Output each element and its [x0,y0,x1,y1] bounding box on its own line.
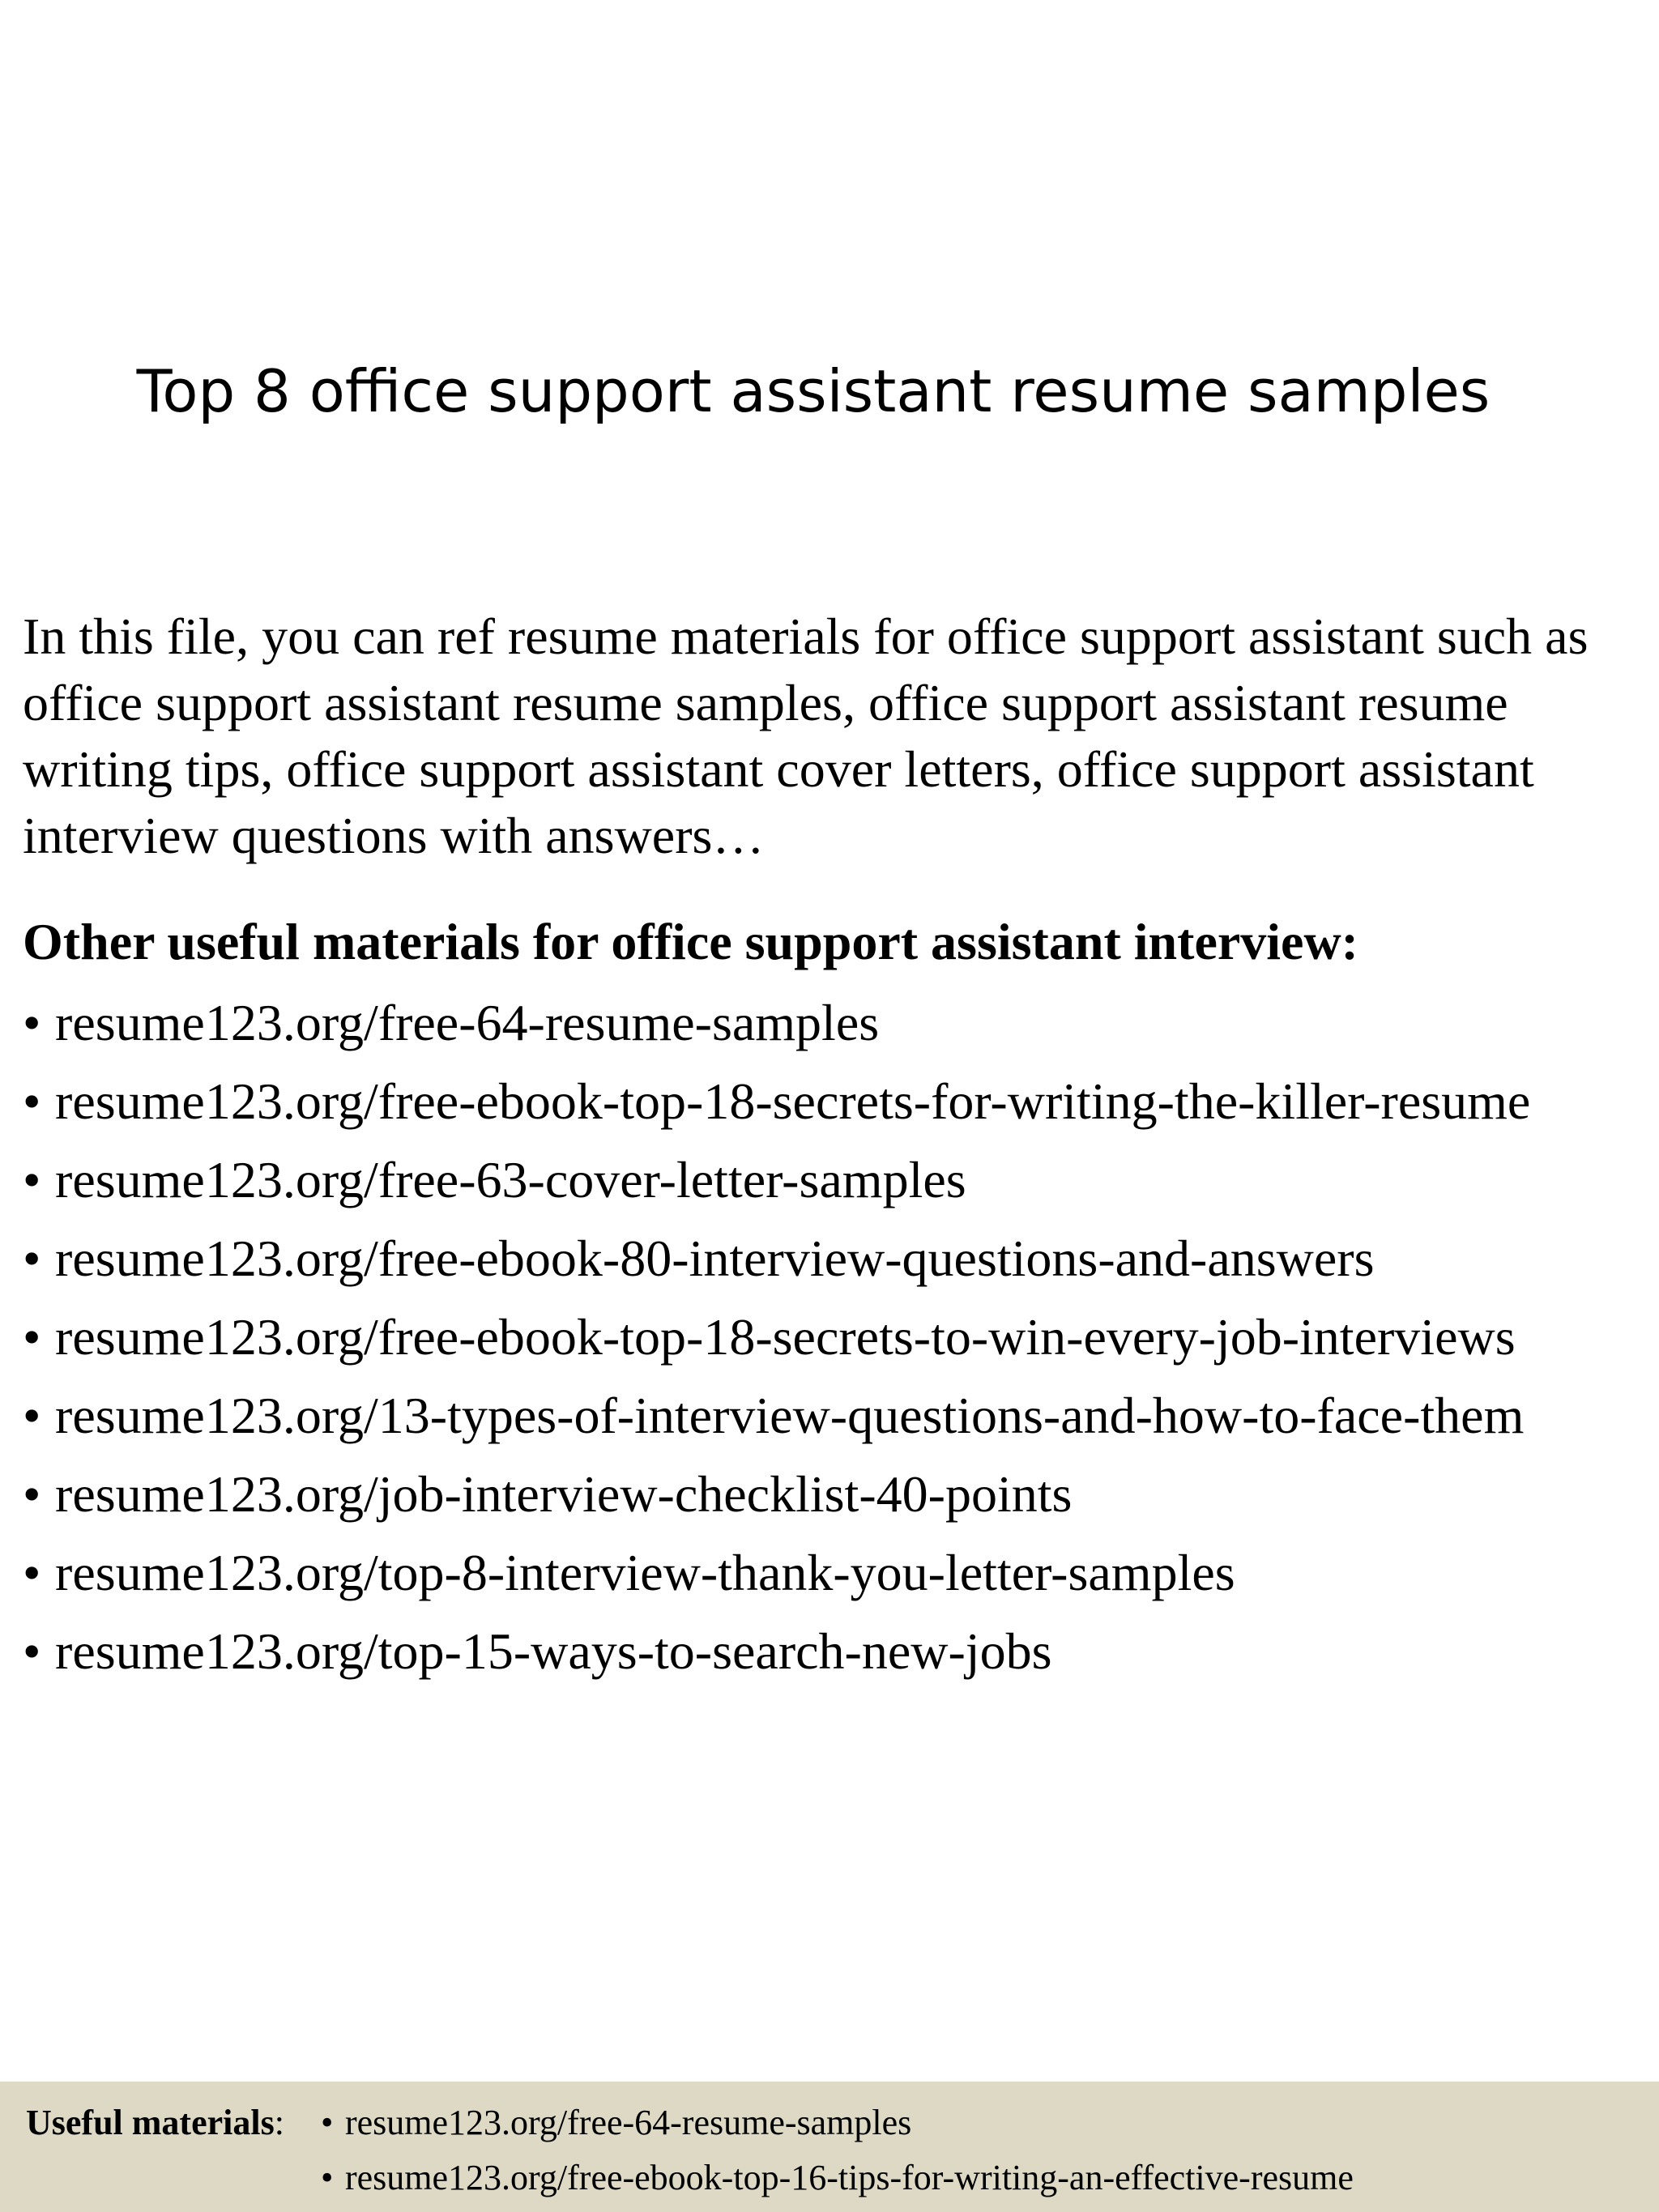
resource-link[interactable]: resume123.org/job-interview-checklist-40-points [55,1465,1073,1523]
bullet-icon: • [321,2158,334,2197]
resource-link[interactable]: resume123.org/top-15-ways-to-search-new-jobs [55,1622,1052,1680]
resource-link[interactable]: resume123.org/free-ebook-80-interview-questions-and-answers [55,1230,1375,1287]
resource-link[interactable]: resume123.org/top-8-interview-thank-you-letter-samples [55,1544,1235,1601]
footer-label-separator: : [274,2103,284,2142]
list-item [23,1458,1530,1536]
resource-link[interactable]: resume123.org/13-types-of-interview-questions-and-how-to-face-them [55,1387,1525,1444]
resource-link[interactable]: resume123.org/free-ebook-top-18-secrets-for-writing-the-killer-resume [55,1072,1531,1130]
list-item [321,2153,1354,2208]
bullet-icon: • [23,1230,41,1287]
bullet-icon: • [23,1151,41,1208]
list-item [23,1144,1530,1222]
list-item [23,1536,1530,1615]
footer-link-list [321,2098,1354,2208]
footer-label [26,2098,284,2148]
list-item [23,987,1530,1065]
footer-bar [0,2082,1659,2212]
list-item [23,1065,1530,1144]
footer-link[interactable]: resume123.org/free-ebook-top-16-tips-for-writing-an-effective-resume [345,2158,1354,2197]
bullet-icon: • [23,1544,41,1601]
materials-link-list [23,987,1530,1694]
bullet-icon: • [23,1622,41,1680]
list-item [23,1379,1530,1458]
resource-link[interactable]: resume123.org/free-ebook-top-18-secrets-to-win-every-job-interviews [55,1308,1516,1366]
resource-link[interactable]: resume123.org/free-64-resume-samples [55,994,880,1051]
resource-link[interactable]: resume123.org/free-63-cover-letter-samples [55,1151,966,1208]
bullet-icon: • [23,1308,41,1366]
list-item [23,1222,1530,1301]
intro-paragraph: In this file, you can ref resume materials for office support assistant such as office support assistant resume samples, office support assistant resume writing tips, office support assistant cover letters, office support assistant interview questions with answers… [23,607,1589,864]
footer-link[interactable]: resume123.org/free-64-resume-samples [345,2103,912,2142]
bullet-icon: • [23,994,41,1051]
bullet-icon: • [23,1387,41,1444]
bullet-icon: • [23,1465,41,1523]
list-item [23,1301,1530,1379]
bullet-icon: • [23,1072,41,1130]
list-item [23,1615,1530,1694]
bullet-icon: • [321,2103,334,2142]
materials-heading: Other useful materials for office support assistant interview: [23,913,1358,970]
list-item [321,2098,1354,2153]
page-title: Top 8 office support assistant resume samples [136,357,1491,425]
footer-label-text: Useful materials [26,2103,275,2142]
